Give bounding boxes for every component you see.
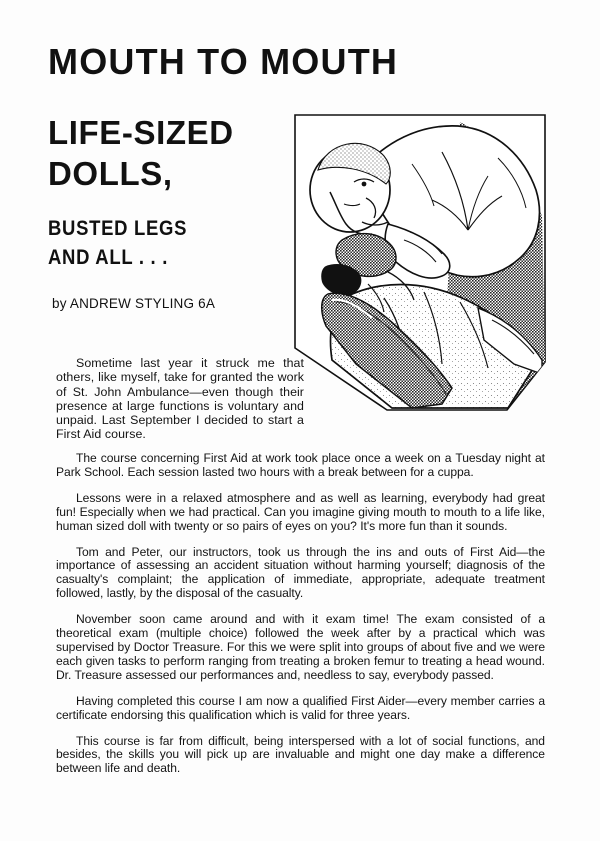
headline-line-3: DOLLS, — [48, 155, 173, 192]
article-body-full-width — [56, 452, 545, 776]
paragraph: This course is far from difficult, being interspersed with a lot of social functions, and besides, the skills you will pick up are invaluable and might one day make a difference between life and death. — [56, 733, 545, 776]
headline-line-2: LIFE-SIZED — [48, 114, 234, 151]
article-byline: by ANDREW STYLING 6A — [52, 295, 216, 311]
paragraph: November soon came around and with it exam time! The exam consisted of a theoretical exam (multiple choice) followed the week after by a practical which was supervised by Doctor Treasure. For this we were split into groups of about five and we were each given tasks to perform ranging from treating a broken femur to treating a head wound. Dr. Treasure assessed our performances and, needless to say, everybody passed. — [56, 612, 545, 682]
article-body-column-narrow — [56, 356, 304, 442]
paragraph: The course concerning First Aid at work took place once a week on a Tuesday night at Park School. Each session lasted two hours with a break between for a cuppa. — [56, 451, 545, 479]
paragraph: Tom and Peter, our instructors, took us through the ins and outs of First Aid—the importance of assessing an accident situation without harming yourself; diagnosis of the casualty's complaint; the application of immediate, appropriate, adequate treatment followed, lastly, by the disposal of the casualty. — [56, 544, 545, 601]
paragraph: Sometime last year it struck me that others, like myself, take for granted the work of St. John Ambulance—even though their presence at large functions is voluntary and unpaid. Last September I decided to start a First Aid course. — [56, 356, 304, 442]
article-masthead — [48, 41, 468, 311]
subheadline-line-2: AND ALL . . . — [48, 245, 169, 269]
headline-line-1: MOUTH TO MOUTH — [48, 41, 399, 82]
paragraph: Lessons were in a relaxed atmosphere and as well as learning, everybody had great fun! Especially when we had practical. Can you imagine giving mouth to mouth to a life like, human sized doll with twenty or so pairs of eyes on you? It's more fun than it sounds. — [56, 490, 545, 533]
paragraph: Having completed this course I am now a qualified First Aider—every member carries a certificate endorsing this qualification which is valid for three years. — [56, 693, 545, 722]
subheadline-line-1: BUSTED LEGS — [48, 217, 188, 240]
